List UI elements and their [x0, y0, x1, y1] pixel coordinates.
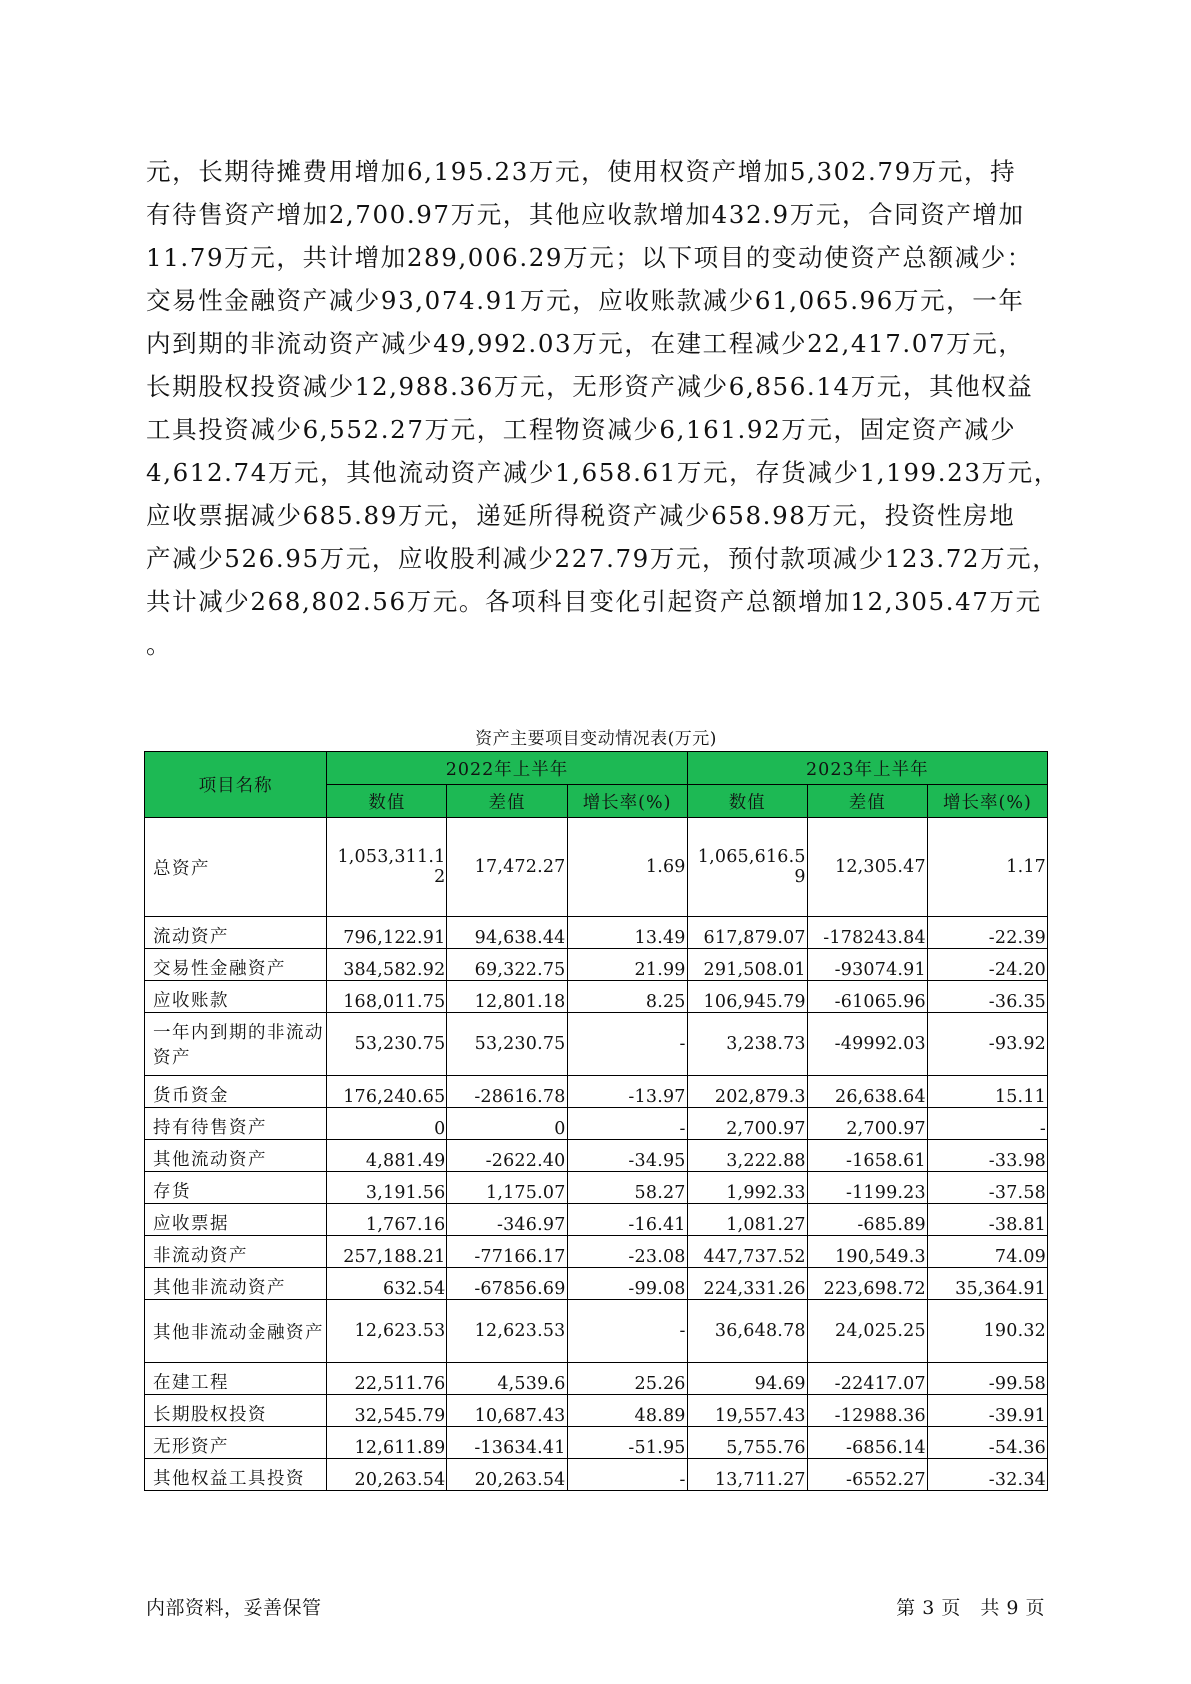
row-cell: 796,122.91 [327, 917, 447, 949]
row-cell: 1,175.07 [447, 1172, 567, 1204]
header-group-2023: 2023年上半年 [687, 752, 1047, 785]
row-cell: 48.89 [567, 1395, 687, 1427]
row-cell: -33.98 [927, 1140, 1047, 1172]
row-item-name: 无形资产 [145, 1427, 327, 1459]
row-item-name: 其他权益工具投资 [145, 1459, 327, 1491]
row-item-name: 一年内到期的非流动资产 [145, 1013, 327, 1076]
row-cell: 106,945.79 [687, 981, 807, 1013]
row-cell: -93074.91 [807, 949, 927, 981]
row-cell: 20,263.54 [327, 1459, 447, 1491]
row-cell: 12,801.18 [447, 981, 567, 1013]
paragraph-line: 。 [146, 630, 173, 659]
row-item-name: 其他非流动资产 [145, 1268, 327, 1300]
row-cell: 69,322.75 [447, 949, 567, 981]
table-row [145, 949, 1048, 981]
row-cell: 1,053,311.12 [327, 818, 447, 917]
paragraph-line: 产减少526.95万元，应收股利减少227.79万元，预付款项减少123.72万元， [146, 544, 1059, 573]
row-cell: 94,638.44 [447, 917, 567, 949]
row-cell: 35,364.91 [927, 1268, 1047, 1300]
row-cell: -28616.78 [447, 1076, 567, 1108]
footer-page-number: 第 3 页 共 9 页 [896, 1597, 1045, 1619]
table-row [145, 1459, 1048, 1491]
row-cell: 2,700.97 [807, 1108, 927, 1140]
row-item-name: 其他非流动金融资产 [145, 1300, 327, 1363]
row-cell: 8.25 [567, 981, 687, 1013]
row-cell: 257,188.21 [327, 1236, 447, 1268]
row-item-name: 应收账款 [145, 981, 327, 1013]
row-cell: -13.97 [567, 1076, 687, 1108]
paragraph-line: 4,612.74万元，其他流动资产减少1,658.61万元，存货减少1,199.23万元， [146, 458, 1060, 487]
row-cell: -2622.40 [447, 1140, 567, 1172]
row-cell: 176,240.65 [327, 1076, 447, 1108]
row-cell: 632.54 [327, 1268, 447, 1300]
row-cell: -54.36 [927, 1427, 1047, 1459]
row-cell: -38.81 [927, 1204, 1047, 1236]
row-cell: 24,025.25 [807, 1300, 927, 1363]
row-cell: 3,191.56 [327, 1172, 447, 1204]
paragraph-line: 工具投资减少6,552.27万元，工程物资减少6,161.92万元，固定资产减少 [146, 415, 1017, 444]
row-cell: -99.08 [567, 1268, 687, 1300]
row-cell: 5,755.76 [687, 1427, 807, 1459]
row-cell: 0 [327, 1108, 447, 1140]
row-cell: 25.26 [567, 1363, 687, 1395]
row-item-name: 流动资产 [145, 917, 327, 949]
row-cell: 1,065,616.59 [687, 818, 807, 917]
table-row [145, 1108, 1048, 1140]
row-cell: -24.20 [927, 949, 1047, 981]
row-cell: 12,611.89 [327, 1427, 447, 1459]
table-header-row [145, 752, 1048, 785]
paragraph-line: 共计减少268,802.56万元。各项科目变化引起资产总额增加12,305.47万元 [146, 587, 1042, 616]
row-cell: 168,011.75 [327, 981, 447, 1013]
row-cell: -6856.14 [807, 1427, 927, 1459]
row-cell: -346.97 [447, 1204, 567, 1236]
row-cell: -67856.69 [447, 1268, 567, 1300]
row-cell: -685.89 [807, 1204, 927, 1236]
row-cell: 12,623.53 [327, 1300, 447, 1363]
row-cell: 53,230.75 [327, 1013, 447, 1076]
table-row [145, 1363, 1048, 1395]
row-cell: -36.35 [927, 981, 1047, 1013]
row-cell: 1.69 [567, 818, 687, 917]
paragraph-line: 交易性金融资产减少93,074.91万元，应收账款减少61,065.96万元，一年 [146, 286, 1025, 315]
row-cell: 22,511.76 [327, 1363, 447, 1395]
row-cell: 13,711.27 [687, 1459, 807, 1491]
row-cell: -23.08 [567, 1236, 687, 1268]
paragraph-line: 元，长期待摊费用增加6,195.23万元，使用权资产增加5,302.79万元，持 [146, 157, 1017, 186]
header-growth-2022: 增长率(%) [567, 785, 687, 818]
row-item-name: 持有待售资产 [145, 1108, 327, 1140]
paragraph-line: 长期股权投资减少12,988.36万元，无形资产减少6,856.14万元，其他权益 [146, 372, 1034, 401]
row-item-name: 总资产 [145, 818, 327, 917]
row-cell: -61065.96 [807, 981, 927, 1013]
table-row [145, 1395, 1048, 1427]
row-cell: 26,638.64 [807, 1076, 927, 1108]
row-cell: 1,081.27 [687, 1204, 807, 1236]
table-row [145, 1300, 1048, 1363]
row-cell: -22417.07 [807, 1363, 927, 1395]
row-cell: 32,545.79 [327, 1395, 447, 1427]
row-cell: 17,472.27 [447, 818, 567, 917]
row-cell: -51.95 [567, 1427, 687, 1459]
row-cell: -32.34 [927, 1459, 1047, 1491]
row-item-name: 在建工程 [145, 1363, 327, 1395]
row-cell: 224,331.26 [687, 1268, 807, 1300]
table-row [145, 1427, 1048, 1459]
row-cell: 190,549.3 [807, 1236, 927, 1268]
row-cell: 447,737.52 [687, 1236, 807, 1268]
header-value-2022: 数值 [327, 785, 447, 818]
asset-change-table [144, 751, 1048, 1491]
row-cell: 36,648.78 [687, 1300, 807, 1363]
row-cell: 617,879.07 [687, 917, 807, 949]
row-cell: 3,238.73 [687, 1013, 807, 1076]
paragraph-line: 应收票据减少685.89万元，递延所得税资产减少658.98万元，投资性房地 [146, 501, 1016, 530]
row-cell: -13634.41 [447, 1427, 567, 1459]
row-cell: - [567, 1300, 687, 1363]
row-cell: 21.99 [567, 949, 687, 981]
row-cell: -6552.27 [807, 1459, 927, 1491]
row-item-name: 货币资金 [145, 1076, 327, 1108]
row-cell: 2,700.97 [687, 1108, 807, 1140]
paragraph-line: 有待售资产增加2,700.97万元，其他应收款增加432.9万元，合同资产增加 [146, 200, 1025, 229]
row-cell: 1,767.16 [327, 1204, 447, 1236]
table-row [145, 917, 1048, 949]
row-cell: 58.27 [567, 1172, 687, 1204]
header-item-name: 项目名称 [145, 752, 327, 818]
paragraph-line: 11.79万元，共计增加289,006.29万元；以下项目的变动使资产总额减少： [146, 243, 1033, 272]
table-row [145, 1140, 1048, 1172]
row-cell: -77166.17 [447, 1236, 567, 1268]
row-cell: 1.17 [927, 818, 1047, 917]
row-cell: 12,623.53 [447, 1300, 567, 1363]
header-growth-2023: 增长率(%) [927, 785, 1047, 818]
row-cell: 20,263.54 [447, 1459, 567, 1491]
row-cell: -39.91 [927, 1395, 1047, 1427]
row-cell: -1199.23 [807, 1172, 927, 1204]
header-group-2022: 2022年上半年 [327, 752, 687, 785]
row-cell: -99.58 [927, 1363, 1047, 1395]
row-cell: 53,230.75 [447, 1013, 567, 1076]
row-item-name: 应收票据 [145, 1204, 327, 1236]
header-diff-2022: 差值 [447, 785, 567, 818]
row-cell: 10,687.43 [447, 1395, 567, 1427]
row-cell: - [567, 1108, 687, 1140]
row-cell: 4,881.49 [327, 1140, 447, 1172]
row-cell: 202,879.3 [687, 1076, 807, 1108]
row-cell: 1,992.33 [687, 1172, 807, 1204]
row-cell: 384,582.92 [327, 949, 447, 981]
row-cell: 3,222.88 [687, 1140, 807, 1172]
row-cell: -1658.61 [807, 1140, 927, 1172]
row-cell: 19,557.43 [687, 1395, 807, 1427]
row-cell: - [567, 1459, 687, 1491]
footer-confidential-note: 内部资料，妥善保管 [146, 1597, 322, 1619]
row-cell: 223,698.72 [807, 1268, 927, 1300]
table-row [145, 1013, 1048, 1076]
table-caption: 资产主要项目变动情况表(万元) [475, 729, 717, 749]
row-cell: 291,508.01 [687, 949, 807, 981]
row-item-name: 交易性金融资产 [145, 949, 327, 981]
paragraph-line: 内到期的非流动资产减少49,992.03万元，在建工程减少22,417.07万元， [146, 329, 1025, 358]
row-cell: 190.32 [927, 1300, 1047, 1363]
row-item-name: 长期股权投资 [145, 1395, 327, 1427]
row-cell: -93.92 [927, 1013, 1047, 1076]
row-cell: 12,305.47 [807, 818, 927, 917]
row-cell: - [567, 1013, 687, 1076]
row-cell: -178243.84 [807, 917, 927, 949]
row-cell: -49992.03 [807, 1013, 927, 1076]
row-cell: -37.58 [927, 1172, 1047, 1204]
header-diff-2023: 差值 [807, 785, 927, 818]
row-cell: -22.39 [927, 917, 1047, 949]
row-cell: 0 [447, 1108, 567, 1140]
table-row [145, 1204, 1048, 1236]
row-cell: 4,539.6 [447, 1363, 567, 1395]
row-cell: - [927, 1108, 1047, 1140]
table-row [145, 1236, 1048, 1268]
row-cell: -34.95 [567, 1140, 687, 1172]
table-row [145, 1268, 1048, 1300]
body-paragraph [146, 150, 1060, 666]
row-cell: 94.69 [687, 1363, 807, 1395]
header-value-2023: 数值 [687, 785, 807, 818]
row-cell: -16.41 [567, 1204, 687, 1236]
row-cell: 13.49 [567, 917, 687, 949]
row-item-name: 其他流动资产 [145, 1140, 327, 1172]
row-item-name: 非流动资产 [145, 1236, 327, 1268]
row-item-name: 存货 [145, 1172, 327, 1204]
table-row [145, 818, 1048, 917]
row-cell: -12988.36 [807, 1395, 927, 1427]
table-row [145, 981, 1048, 1013]
table-row [145, 1076, 1048, 1108]
row-cell: 15.11 [927, 1076, 1047, 1108]
table-row [145, 1172, 1048, 1204]
row-cell: 74.09 [927, 1236, 1047, 1268]
